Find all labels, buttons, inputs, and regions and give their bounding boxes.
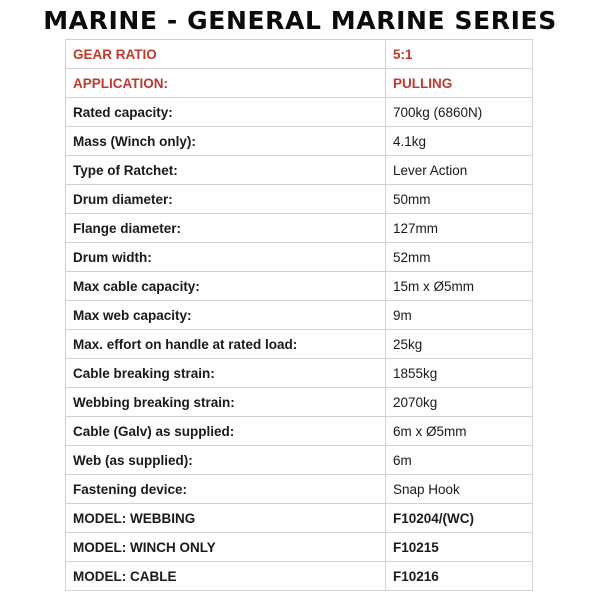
row-value: 50mm [386, 185, 533, 214]
row-value: 15m x Ø5mm [386, 272, 533, 301]
row-value: 700kg (6860N) [386, 98, 533, 127]
row-value: 25kg [386, 330, 533, 359]
row-value: F10216 [386, 562, 533, 591]
row-value: 9m [386, 301, 533, 330]
row-value: 52mm [386, 243, 533, 272]
row-value: F10215 [386, 533, 533, 562]
row-label: Cable breaking strain: [66, 359, 386, 388]
row-value: Snap Hook [386, 475, 533, 504]
table-row-model-webbing [66, 504, 533, 533]
row-label: MODEL: WINCH ONLY [66, 533, 386, 562]
row-label: Max. effort on handle at rated load: [66, 330, 386, 359]
row-label: Max web capacity: [66, 301, 386, 330]
table-row [66, 417, 533, 446]
table-row [66, 214, 533, 243]
page-title: MARINE - GENERAL MARINE SERIES [43, 6, 557, 35]
table-row [66, 475, 533, 504]
row-label: Drum width: [66, 243, 386, 272]
row-label: Max cable capacity: [66, 272, 386, 301]
row-value: 4.1kg [386, 127, 533, 156]
row-value: Lever Action [386, 156, 533, 185]
row-label: Fastening device: [66, 475, 386, 504]
row-label: Cable (Galv) as supplied: [66, 417, 386, 446]
table-row-model-winch-only [66, 533, 533, 562]
spec-table [65, 39, 533, 591]
table-row [66, 185, 533, 214]
row-value: 1855kg [386, 359, 533, 388]
table-row-model-cable [66, 562, 533, 591]
table-row-application [66, 69, 533, 98]
table-row [66, 127, 533, 156]
row-label: APPLICATION: [66, 69, 386, 98]
row-label: MODEL: WEBBING [66, 504, 386, 533]
row-label: Drum diameter: [66, 185, 386, 214]
table-row [66, 301, 533, 330]
table-row [66, 359, 533, 388]
table-row [66, 98, 533, 127]
table-row [66, 446, 533, 475]
row-label: Type of Ratchet: [66, 156, 386, 185]
table-row [66, 388, 533, 417]
row-value: F10204/(WC) [386, 504, 533, 533]
row-label: GEAR RATIO [66, 40, 386, 69]
row-label: Flange diameter: [66, 214, 386, 243]
table-row [66, 272, 533, 301]
row-value: 127mm [386, 214, 533, 243]
row-value: 5:1 [386, 40, 533, 69]
row-value: 6m [386, 446, 533, 475]
table-row [66, 330, 533, 359]
row-label: Web (as supplied): [66, 446, 386, 475]
table-row-gear-ratio [66, 40, 533, 69]
row-label: Webbing breaking strain: [66, 388, 386, 417]
table-row [66, 243, 533, 272]
row-value: 2070kg [386, 388, 533, 417]
row-value: 6m x Ø5mm [386, 417, 533, 446]
row-label: Mass (Winch only): [66, 127, 386, 156]
row-label: MODEL: CABLE [66, 562, 386, 591]
row-label: Rated capacity: [66, 98, 386, 127]
table-row [66, 156, 533, 185]
row-value: PULLING [386, 69, 533, 98]
